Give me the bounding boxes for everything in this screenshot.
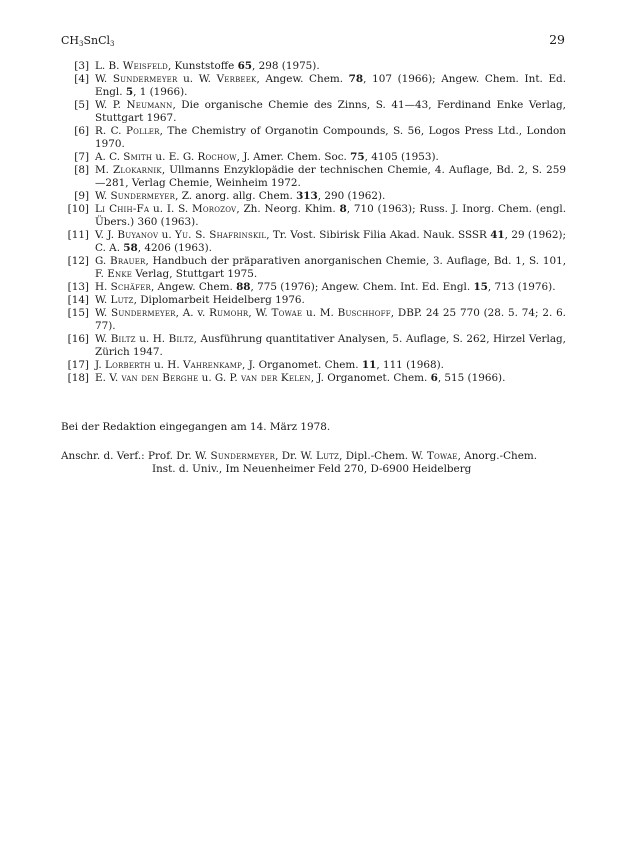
author-name: Lutz xyxy=(315,450,340,462)
citation-text: J. xyxy=(95,359,105,371)
reference-item xyxy=(61,255,566,281)
author-name: Vahrenkamp xyxy=(182,359,242,371)
author-name: Morozov xyxy=(191,203,237,215)
citation-text: , Handbuch der präparativen anorganischen Chemie, 3. Auflage, Bd. 1, S. 101, F. xyxy=(95,255,566,280)
volume-number: 8 xyxy=(339,203,347,215)
citation-text: u. H. xyxy=(135,333,169,345)
reference-number: [14] xyxy=(67,294,89,306)
citation-text: u. xyxy=(158,229,176,241)
citation-text: , 515 (1966). xyxy=(437,372,506,384)
citation-text: H. xyxy=(95,281,111,293)
author-name: Zlokarnik xyxy=(113,164,162,176)
author-name: Rochow xyxy=(197,151,237,163)
reference-number: [7] xyxy=(74,151,89,163)
author-name: Sundermeyer xyxy=(111,307,176,319)
reference-text xyxy=(95,60,566,73)
author-name: Buyanov xyxy=(117,229,159,241)
citation-text: G. xyxy=(95,255,111,267)
reference-number: [10] xyxy=(67,203,89,215)
citation-text: , 290 (1962). xyxy=(317,190,386,202)
volume-number: 15 xyxy=(473,281,488,293)
reference-item xyxy=(61,203,566,229)
citation-text: L. B. xyxy=(95,60,123,72)
citation-text: Prof. Dr. W. xyxy=(144,450,211,462)
citation-text: A. C. xyxy=(95,151,124,163)
citation-text: , Tr. Vost. Sibirisk Filia Akad. Nauk. SSSR xyxy=(266,229,491,241)
citation-text: , W. xyxy=(248,307,272,319)
reference-text xyxy=(95,125,566,151)
citation-text: , Diplomarbeit Heidelberg 1976. xyxy=(133,294,305,306)
citation-text: , J. Organomet. Chem. xyxy=(242,359,362,371)
author-name: Brauer xyxy=(110,255,146,267)
volume-number: 11 xyxy=(361,359,377,371)
reference-item xyxy=(61,60,566,73)
reference-text xyxy=(95,359,566,372)
citation-text: V. J. xyxy=(95,229,118,241)
citation-text: E. V. xyxy=(95,372,122,384)
author-name: Buschhoff xyxy=(337,307,391,319)
volume-number: 5 xyxy=(125,86,134,98)
author-name: Poller xyxy=(125,125,160,137)
reference-number: [18] xyxy=(67,372,89,384)
citation-text: , 4206 (1963). xyxy=(137,242,212,254)
citation-text: W. xyxy=(95,333,111,345)
author-name: Biltz xyxy=(110,333,136,345)
reference-text xyxy=(95,281,566,294)
author-name: Smith xyxy=(123,151,153,163)
author-name: Schäfer xyxy=(110,281,151,293)
reference-text xyxy=(95,294,566,307)
author-name: Verbeek xyxy=(216,73,257,85)
reference-item xyxy=(61,229,566,255)
reference-text xyxy=(95,164,566,190)
citation-text: u. W. xyxy=(177,73,217,85)
running-header xyxy=(61,33,565,49)
citation-text: , 29 (1962); C. A. xyxy=(95,229,566,254)
author-name: Towae xyxy=(426,450,458,462)
reference-item xyxy=(61,281,566,294)
citation-text: R. C. xyxy=(95,125,126,137)
received-date-note: Bei der Redaktion eingegangen am 14. März 1978. xyxy=(61,421,331,433)
citation-text: , J. Amer. Chem. Soc. xyxy=(236,151,351,163)
author-name: van den Berghe xyxy=(121,372,199,384)
reference-number: [11] xyxy=(67,229,89,241)
reference-text xyxy=(95,151,566,164)
citation-text: u. E. G. xyxy=(152,151,198,163)
citation-text: , 775 (1976); Angew. Chem. Int. Ed. Engl. xyxy=(250,281,474,293)
author-name: Lorberth xyxy=(104,359,151,371)
author-name: Yu. S. Shafrinskil xyxy=(175,229,267,241)
reference-text xyxy=(95,229,566,255)
citation-text: , 713 (1976). xyxy=(487,281,556,293)
author-name: Sundermeyer xyxy=(210,450,276,462)
citation-text: , Angew. Chem. xyxy=(150,281,237,293)
reference-item xyxy=(61,164,566,190)
reference-item xyxy=(61,73,566,99)
address-label: Anschr. d. Verf.: xyxy=(61,450,145,462)
citation-text: , Z. anorg. allg. Chem. xyxy=(175,190,297,202)
citation-text: , 4105 (1953). xyxy=(364,151,439,163)
citation-text: , Kunststoffe xyxy=(167,60,238,72)
citation-text: , Ausführung quantitativer Analysen, 5. Auflage, S. 262, Hirzel Verlag, Zürich 1947. xyxy=(95,333,566,358)
reference-item xyxy=(61,359,566,372)
reference-item xyxy=(61,99,566,125)
author-name: Lutz xyxy=(110,294,134,306)
citation-text: , A. v. xyxy=(175,307,210,319)
reference-text xyxy=(95,73,566,99)
address-line-1 xyxy=(61,450,566,463)
citation-text: , Ullmanns Enzyklopädie der technischen Chemie, 4. Auflage, Bd. 2, S. 259—281, Verlag Chemie, Weinheim 1972. xyxy=(95,164,566,189)
reference-number: [6] xyxy=(74,125,89,137)
volume-number: 88 xyxy=(236,281,251,293)
reference-text xyxy=(95,99,566,125)
citation-text: , Angew. Chem. xyxy=(256,73,349,85)
citation-text: W. xyxy=(95,307,111,319)
citation-text: , 710 (1963); Russ. J. Inorg. Chem. (engl. Übers.) 360 (1963). xyxy=(95,203,566,228)
reference-number: [8] xyxy=(74,164,89,176)
reference-number: [4] xyxy=(74,73,89,85)
citation-text: , Anorg.-Chem. xyxy=(457,450,538,462)
reference-number: [15] xyxy=(67,307,89,319)
reference-item xyxy=(61,151,566,164)
address-authors xyxy=(145,450,537,462)
citation-text: , DBP. 24 25 770 (28. 5. 74; 2. 6. 77). xyxy=(95,307,566,332)
reference-number: [13] xyxy=(67,281,89,293)
reference-text xyxy=(95,203,566,229)
author-name: Li Chih-Fa xyxy=(95,203,150,215)
citation-text: W. P. xyxy=(95,99,127,111)
citation-text: W. xyxy=(95,294,111,306)
reference-text xyxy=(95,372,566,385)
volume-number: 78 xyxy=(348,73,364,85)
citation-text: u. H. xyxy=(150,359,183,371)
author-name: Rumohr xyxy=(209,307,249,319)
reference-text xyxy=(95,190,566,203)
citation-text: Verlag, Stuttgart 1975. xyxy=(132,268,258,280)
reference-list xyxy=(61,60,566,385)
reference-number: [17] xyxy=(67,359,89,371)
author-name: Sundermeyer xyxy=(110,190,176,202)
volume-number: 313 xyxy=(296,190,318,202)
citation-text: , Zh. Neorg. Khim. xyxy=(236,203,340,215)
volume-number: 75 xyxy=(350,151,365,163)
author-name: Towae xyxy=(271,307,303,319)
citation-text: u. G. P. xyxy=(198,372,241,384)
citation-text: W. xyxy=(95,73,113,85)
author-name: Enke xyxy=(107,268,133,280)
citation-text: , J. Organomet. Chem. xyxy=(310,372,431,384)
citation-text: , 107 (1966); Angew. Chem. Int. Ed. Engl. xyxy=(95,73,566,98)
volume-number: 41 xyxy=(490,229,505,241)
author-name: Neumann xyxy=(126,99,173,111)
volume-number: 6 xyxy=(430,372,438,384)
reference-number: [16] xyxy=(67,333,89,345)
volume-number: 58 xyxy=(123,242,138,254)
reference-item xyxy=(61,190,566,203)
author-name: Sundermeyer xyxy=(112,73,178,85)
citation-text: , Die organische Chemie des Zinns, S. 41—43, Ferdinand Enke Verlag, Stuttgart 1967. xyxy=(95,99,566,124)
author-name: Biltz xyxy=(168,333,194,345)
author-name: van der Kelen xyxy=(240,372,311,384)
reference-number: [5] xyxy=(74,99,89,111)
citation-text: , Dr. W. xyxy=(275,450,316,462)
reference-item xyxy=(61,294,566,307)
reference-item xyxy=(61,372,566,385)
reference-item xyxy=(61,333,566,359)
citation-text: W. xyxy=(95,190,111,202)
citation-text: , Dipl.-Chem. W. xyxy=(339,450,427,462)
citation-text: M. xyxy=(95,164,114,176)
citation-text: , 298 (1975). xyxy=(252,60,320,72)
reference-number: [3] xyxy=(74,60,89,72)
running-head-formula: CH3SnCl3 xyxy=(61,34,115,48)
reference-text xyxy=(95,333,566,359)
reference-item xyxy=(61,125,566,151)
citation-text: u. M. xyxy=(302,307,338,319)
reference-text xyxy=(95,255,566,281)
volume-number: 65 xyxy=(237,60,253,72)
reference-text xyxy=(95,307,566,333)
citation-text: , The Chemistry of Organotin Compounds, S. 56, Logos Press Ltd., London 1970. xyxy=(95,125,566,150)
citation-text: , 1 (1966). xyxy=(133,86,188,98)
citation-text: , 111 (1968). xyxy=(376,359,444,371)
address-line-2: Inst. d. Univ., Im Neuenheimer Feld 270, D-6900 Heidelberg xyxy=(152,463,472,475)
author-address xyxy=(61,450,566,476)
citation-text: u. I. S. xyxy=(149,203,192,215)
author-name: Weisfeld xyxy=(122,60,168,72)
reference-item xyxy=(61,307,566,333)
page-number: 29 xyxy=(549,32,565,47)
reference-number: [12] xyxy=(67,255,89,267)
reference-number: [9] xyxy=(74,190,89,202)
